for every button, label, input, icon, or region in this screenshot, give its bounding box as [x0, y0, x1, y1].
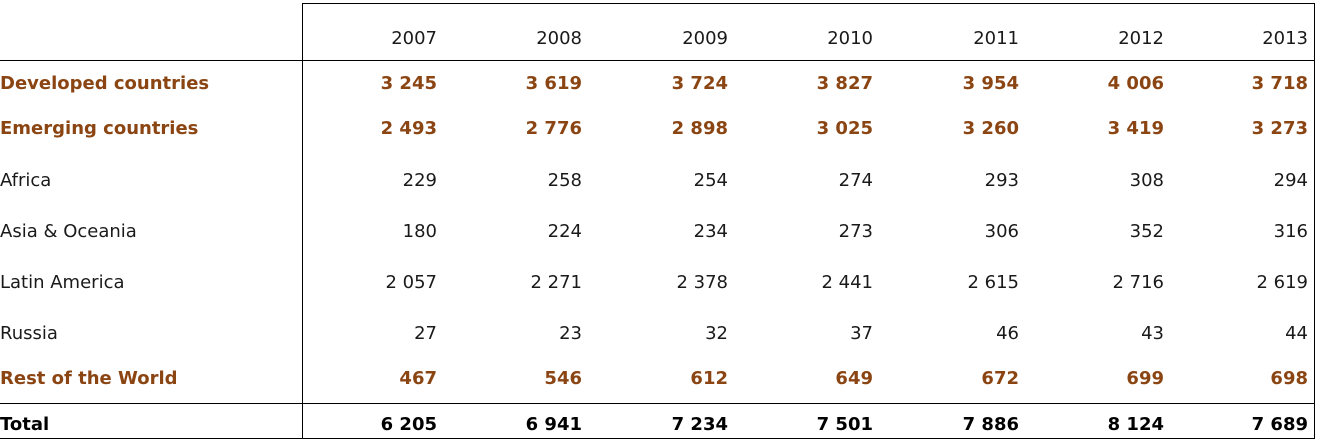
- table-cell: 6 205: [380, 414, 437, 435]
- row-label: Latin America: [0, 272, 125, 293]
- row-total: [0, 410, 1319, 440]
- table-cell: 3 724: [671, 73, 728, 94]
- header-row: [0, 24, 1319, 54]
- table-cell: 649: [835, 368, 873, 389]
- table-cell: 258: [547, 170, 582, 191]
- table-cell: 293: [984, 170, 1019, 191]
- table-cell: 3 260: [962, 118, 1019, 139]
- table-cell: 23: [559, 323, 582, 344]
- row-africa: [0, 166, 1319, 196]
- table-cell: 2 441: [821, 272, 873, 293]
- table-cell: 3 718: [1251, 73, 1308, 94]
- table-cell: 2 898: [671, 118, 728, 139]
- table-cell: 8 124: [1107, 414, 1164, 435]
- table-cell: 2 057: [385, 272, 437, 293]
- table-cell: 3 025: [816, 118, 873, 139]
- table-cell: 467: [399, 368, 437, 389]
- year-header-2011: 2011: [973, 28, 1019, 49]
- year-header-2010: 2010: [827, 28, 873, 49]
- row-label: Russia: [0, 323, 58, 344]
- table-cell: 2 776: [525, 118, 582, 139]
- table-cell: 7 689: [1251, 414, 1308, 435]
- header-divider: [0, 60, 1315, 61]
- table-cell: 306: [984, 221, 1019, 242]
- table-cell: 254: [693, 170, 728, 191]
- table-cell: 2 619: [1256, 272, 1308, 293]
- table-cell: 6 941: [525, 414, 582, 435]
- total-divider: [0, 403, 1315, 404]
- year-header-2009: 2009: [682, 28, 728, 49]
- table-cell: 3 419: [1107, 118, 1164, 139]
- row-label: Rest of the World: [0, 368, 178, 389]
- table-cell: 274: [838, 170, 873, 191]
- table-cell: 234: [693, 221, 728, 242]
- table-cell: 698: [1270, 368, 1308, 389]
- table-top-border: [302, 3, 1315, 4]
- row-rest-of-the-world: [0, 364, 1319, 394]
- table-cell: 3 954: [962, 73, 1019, 94]
- table-cell: 699: [1126, 368, 1164, 389]
- table-cell: 3 273: [1251, 118, 1308, 139]
- table-cell: 294: [1273, 170, 1308, 191]
- table-cell: 229: [402, 170, 437, 191]
- table-cell: 316: [1273, 221, 1308, 242]
- row-russia: [0, 319, 1319, 349]
- row-asia-oceania: [0, 217, 1319, 247]
- year-header-2008: 2008: [536, 28, 582, 49]
- table-cell: 180: [402, 221, 437, 242]
- table-cell: 546: [544, 368, 582, 389]
- table-cell: 7 886: [962, 414, 1019, 435]
- table-cell: 7 501: [816, 414, 873, 435]
- row-emerging-countries: [0, 114, 1319, 144]
- table-cell: 308: [1129, 170, 1164, 191]
- table-cell: 352: [1129, 221, 1164, 242]
- year-header-2007: 2007: [391, 28, 437, 49]
- row-label: Total: [0, 414, 50, 435]
- table-cell: 2 493: [380, 118, 437, 139]
- row-label: Africa: [0, 170, 52, 191]
- table-cell: 273: [838, 221, 873, 242]
- table-cell: 2 615: [967, 272, 1019, 293]
- table-cell: 3 619: [525, 73, 582, 94]
- row-developed-countries: [0, 69, 1319, 99]
- table-cell: 44: [1285, 323, 1308, 344]
- table-cell: 2 716: [1112, 272, 1164, 293]
- row-label: Emerging countries: [0, 118, 199, 139]
- year-header-2012: 2012: [1118, 28, 1164, 49]
- table-cell: 672: [981, 368, 1019, 389]
- table-cell: 224: [547, 221, 582, 242]
- row-label: Asia & Oceania: [0, 221, 137, 242]
- table-cell: 3 245: [380, 73, 437, 94]
- row-latin-america: [0, 268, 1319, 298]
- table-cell: 2 271: [530, 272, 582, 293]
- year-header-2013: 2013: [1262, 28, 1308, 49]
- table-cell: 43: [1141, 323, 1164, 344]
- table-cell: 4 006: [1107, 73, 1164, 94]
- table-cell: 2 378: [676, 272, 728, 293]
- table-cell: 7 234: [671, 414, 728, 435]
- table-cell: 3 827: [816, 73, 873, 94]
- table-cell: 27: [414, 323, 437, 344]
- table-cell: 46: [996, 323, 1019, 344]
- row-label: Developed countries: [0, 73, 210, 94]
- table-cell: 612: [690, 368, 728, 389]
- table-cell: 32: [705, 323, 728, 344]
- table-cell: 37: [850, 323, 873, 344]
